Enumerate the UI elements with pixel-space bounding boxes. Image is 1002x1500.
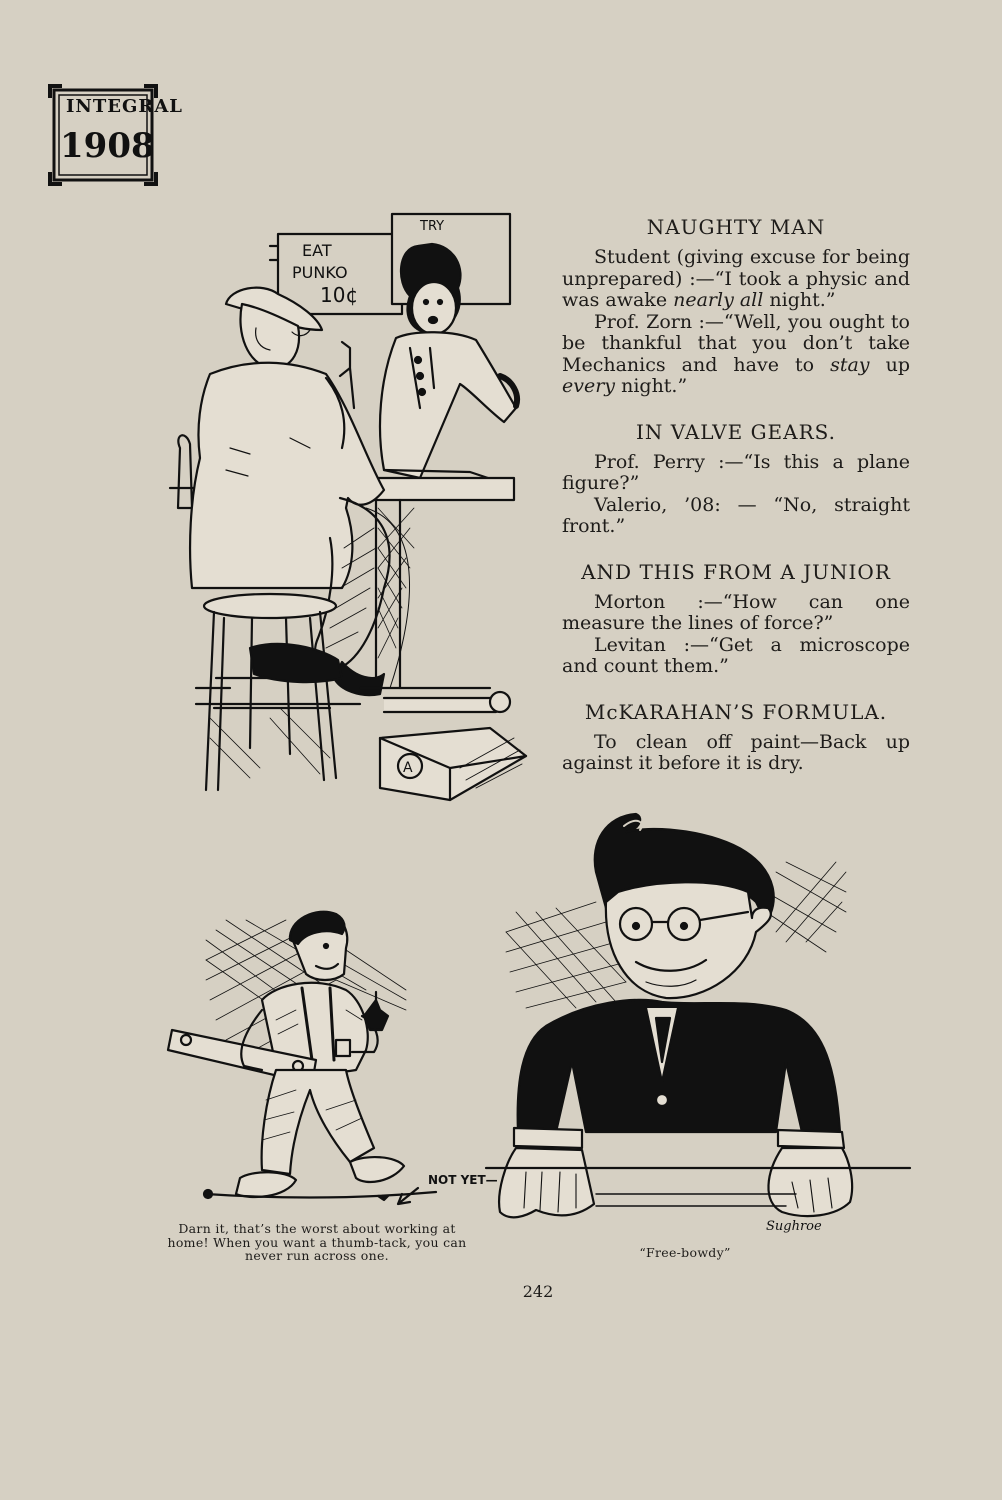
workman-cartoon: [166, 900, 498, 1210]
joke-paragraph: [562, 247, 910, 312]
caption-right: “Free-bowdy”: [639, 1245, 731, 1260]
emphasized-text: stay: [830, 353, 870, 376]
soda-fountain-cartoon: [170, 208, 542, 800]
joke-paragraph: [562, 312, 910, 398]
sign-price: 10¢: [320, 283, 359, 307]
joke-paragraph: [562, 592, 910, 635]
text-run: up: [869, 353, 910, 376]
joke-title: AND THIS FROM A JUNIOR: [581, 559, 891, 584]
professor-cartoon: [486, 812, 910, 1232]
joke-paragraph: [562, 732, 910, 775]
text-run: night.”: [763, 289, 836, 311]
text-run: Valerio, ’08: — “No, straight front.”: [562, 493, 910, 537]
jokes-column: [562, 215, 910, 797]
artist-signature: Sughroe: [766, 1219, 822, 1234]
sign-eat: EAT: [302, 241, 332, 260]
joke-block: [562, 560, 910, 678]
text-run: Prof. Zorn :—“Well, you ought to be thankful that you don’t take Mechanics and have to: [562, 310, 910, 376]
joke-block: [562, 420, 910, 538]
joke-paragraph: [562, 495, 910, 538]
not-yet-label: NOT YET—: [428, 1173, 498, 1187]
joke-title: NAUGHTY MAN: [646, 215, 826, 239]
joke-paragraph: [562, 452, 910, 495]
text-run: Student (giving excuse for being unprepared) :—“I took a physic and was awake: [562, 246, 910, 311]
text-run: night.”: [615, 375, 688, 397]
joke-block: [562, 215, 910, 398]
caption-left: Darn it, that’s the worst about working at home! When you want a thumb-tack, you can never run across one.: [167, 1221, 467, 1263]
emphasized-text: every: [562, 375, 616, 397]
integral-logo: [48, 84, 183, 186]
joke-paragraph: [562, 635, 910, 678]
joke-title: IN VALVE GEARS.: [635, 419, 837, 444]
text-run: Levitan :—“Get a microscope and count them.”: [562, 633, 910, 677]
text-run: Prof. Perry :—“Is this a plane figure?”: [562, 450, 910, 494]
sign-try: TRY: [420, 219, 445, 234]
joke-block: [562, 700, 910, 775]
stool: [204, 594, 342, 790]
page-number: 242: [522, 1282, 554, 1301]
emphasized-text: nearly all: [673, 289, 764, 311]
logo-year: 1908: [60, 126, 155, 166]
logo-word: INTEGRAL: [66, 96, 183, 117]
text-run: To clean off paint—Back up against it before it is dry.: [562, 730, 910, 774]
text-run: Morton :—“How can one measure the lines of force?”: [562, 590, 910, 634]
customer-man: [190, 288, 389, 695]
sign-brand: PUNKO: [292, 263, 348, 282]
svg-text:A: A: [403, 760, 413, 776]
joke-title: McKARAHAN’S FORMULA.: [584, 699, 888, 724]
